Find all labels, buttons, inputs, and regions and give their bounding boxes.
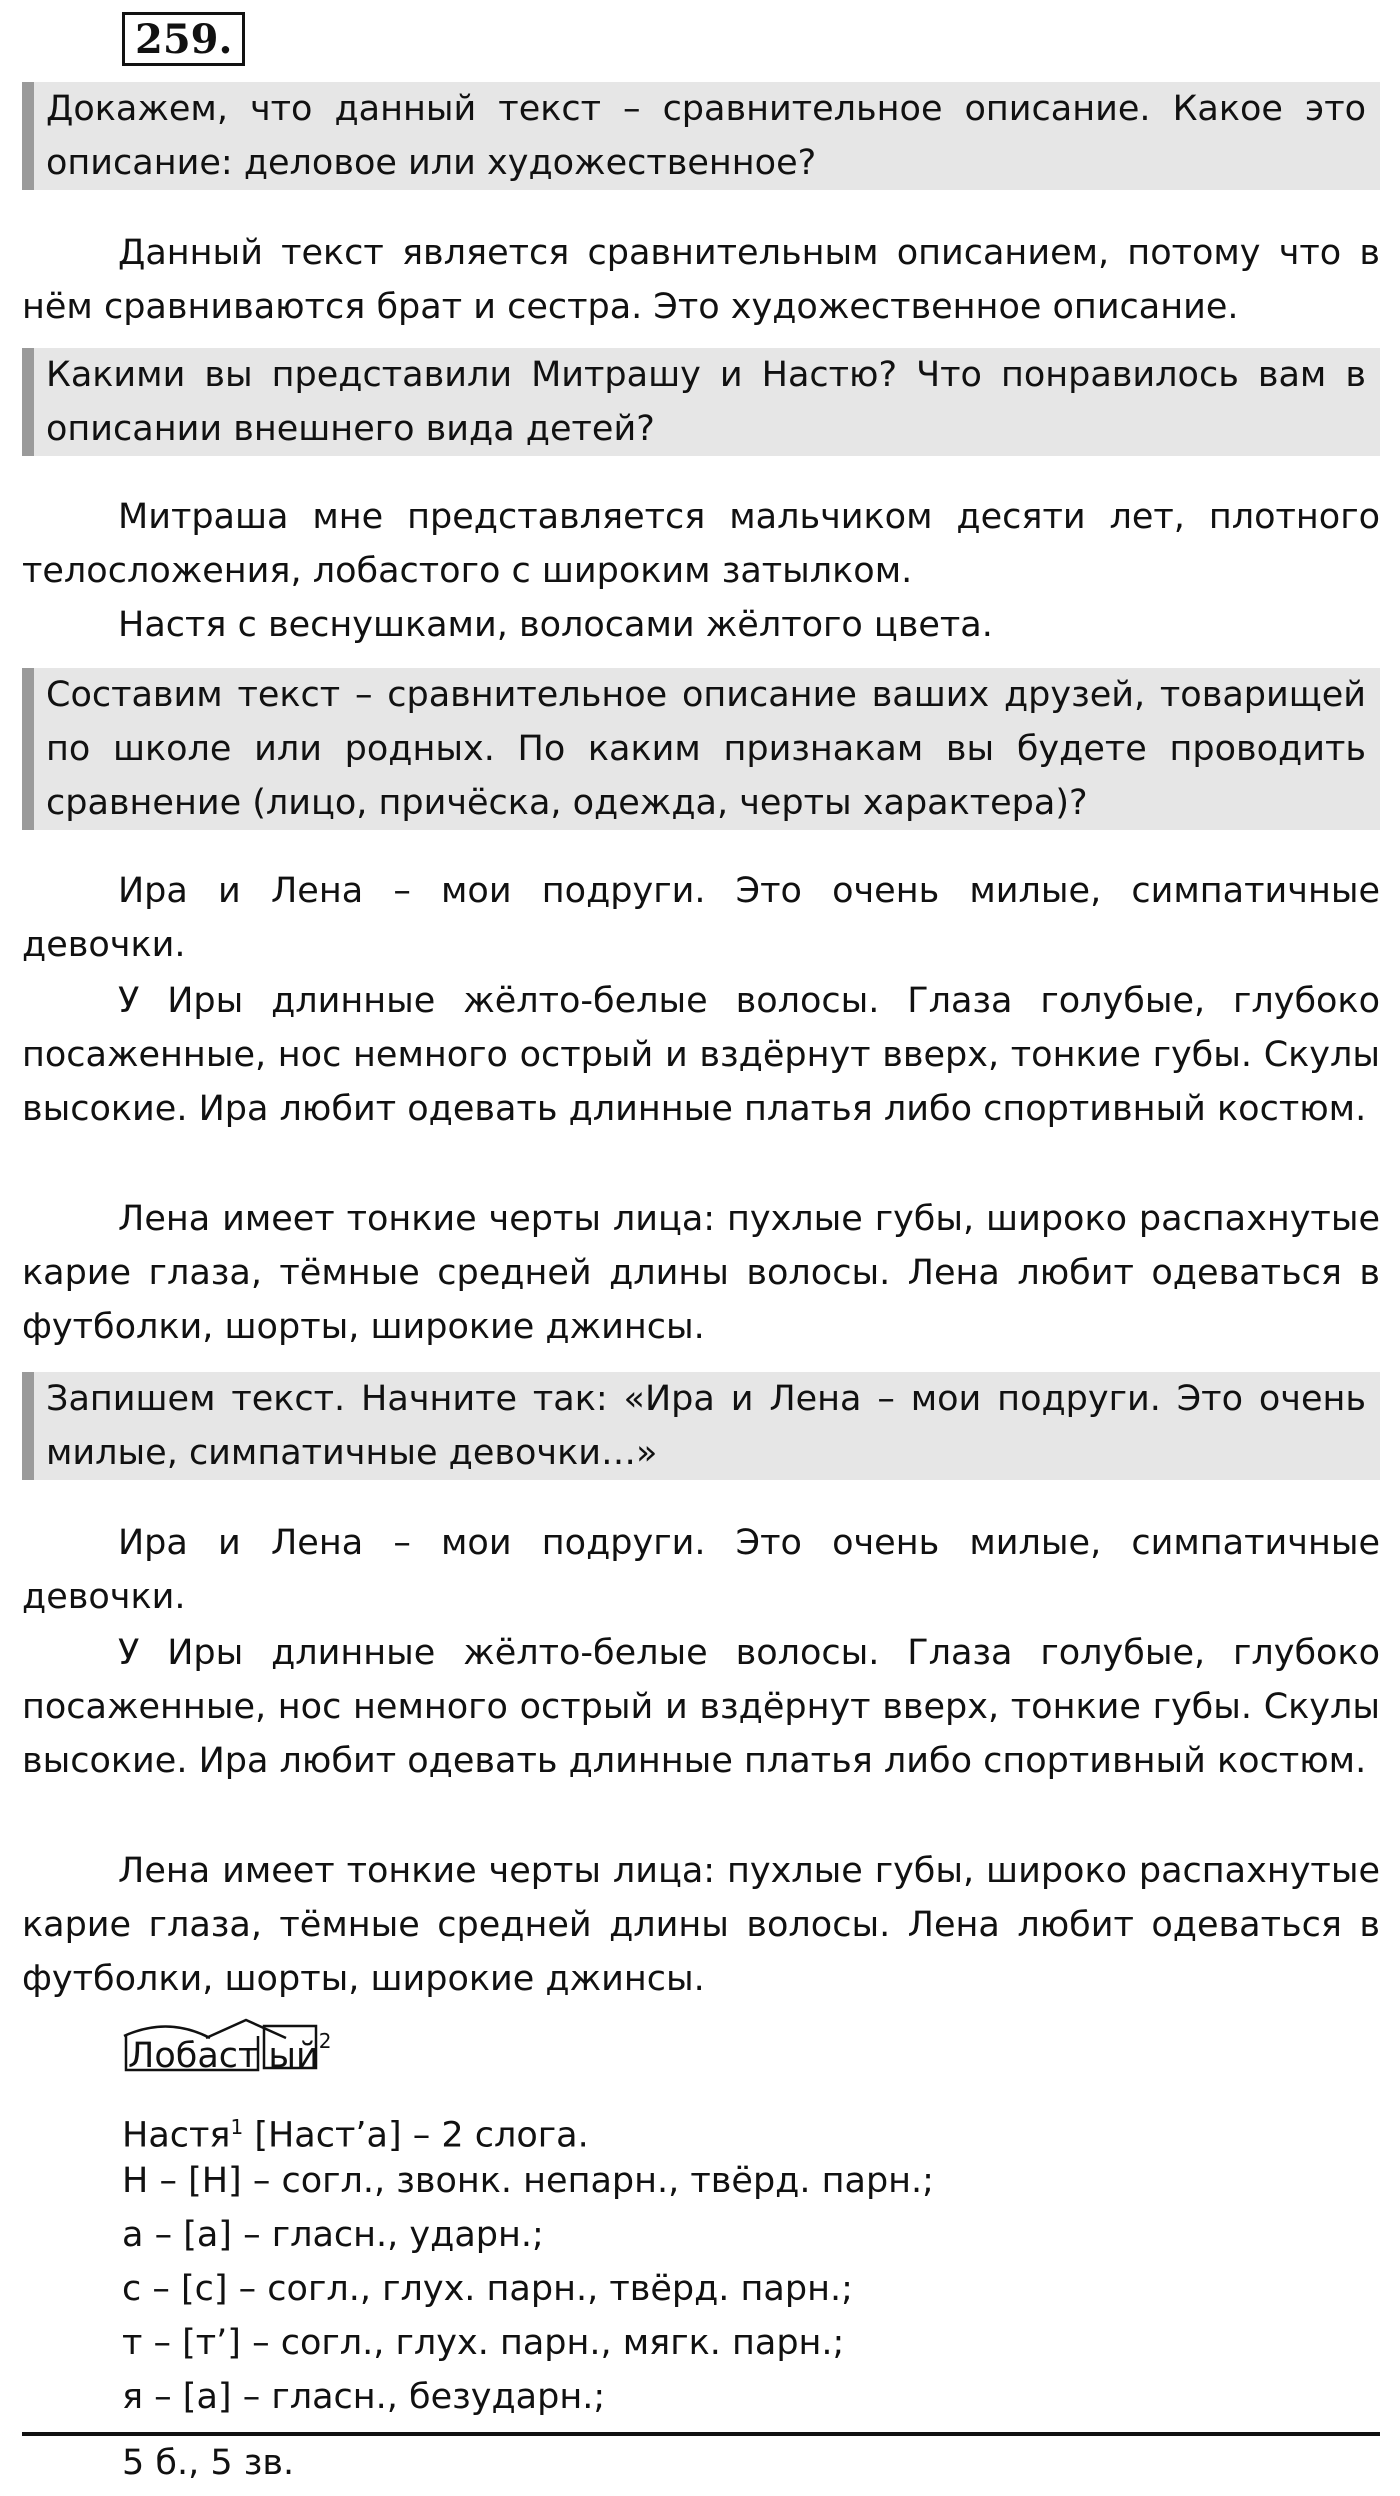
morphemic-root: Лобаст [128, 2035, 259, 2076]
phonetic-transcription: [Наст’а] – 2 слога. [243, 2115, 589, 2156]
answer-1: Данный текст является сравнительным описанием, потому что в нём сравниваются брат и сестра. Это художественное описание. [22, 233, 1380, 327]
task-question-3: Составим текст – сравнительное описание ваших друзей, товарищей по школе или родных. По каким признакам вы будете проводить сравнение (лицо, причёска, одежда, черты характера)? [22, 668, 1380, 830]
phonetic-summary: 5 б., 5 зв. [122, 2443, 295, 2483]
morphemic-ending: ый [268, 2035, 319, 2076]
task-question-1: Докажем, что данный текст – сравнительное описание. Какое это описание: деловое или художественное? [22, 82, 1380, 190]
answer-2-paragraph-2: Настя с веснушками, волосами жёлтого цвета. [118, 605, 993, 645]
morphemic-mark: 2 [318, 2029, 332, 2053]
phonetic-line-2: а – [а] – гласн., ударн.; [122, 2215, 544, 2255]
task-question-4: Запишем текст. Начните так: «Ира и Лена – мои подруги. Это очень милые, симпатичные девочки…» [22, 1372, 1380, 1480]
answer-3-paragraph-3: Лена имеет тонкие черты лица: пухлые губы, широко распахнутые карие глаза, тёмные средней длины волосы. Лена любит одеваться в футболки, шорты, широкие джинсы. [22, 1199, 1380, 1347]
answer-3-paragraph-1: Ира и Лена – мои подруги. Это очень милые, симпатичные девочки. [22, 871, 1380, 965]
phonetic-line-1: Н – [Н] – согл., звонк. непарн., твёрд. парн.; [122, 2161, 934, 2201]
morphemic-analysis [122, 2022, 332, 2074]
answer-2-paragraph-1: Митраша мне представляется мальчиком десяти лет, плотного телосложения, лобастого с широким затылком. [22, 497, 1380, 591]
phonetic-line-5: я – [а] – гласн., безударн.; [122, 2377, 606, 2417]
morphemic-word [122, 2022, 332, 2081]
answer-4-paragraph-2: У Иры длинные жёлто-белые волосы. Глаза голубые, глубоко посаженные, нос немного острый и вздёрнут вверх, тонкие губы. Скулы высокие. Ира любит одевать длинные платья либо спортивный костюм. [22, 1633, 1380, 1781]
phonetic-word: Настя [122, 2115, 231, 2156]
exercise-number: 259. [122, 12, 245, 66]
task-question-2: Какими вы представили Митрашу и Настю? Что понравилось вам в описании внешнего вида детей? [22, 348, 1380, 456]
answer-3-paragraph-2: У Иры длинные жёлто-белые волосы. Глаза голубые, глубоко посаженные, нос немного острый и вздёрнут вверх, тонкие губы. Скулы высокие. Ира любит одевать длинные платья либо спортивный костюм. [22, 981, 1380, 1129]
answer-4-paragraph-1: Ира и Лена – мои подруги. Это очень милые, симпатичные девочки. [22, 1523, 1380, 1617]
answer-4-paragraph-3: Лена имеет тонкие черты лица: пухлые губы, широко распахнутые карие глаза, тёмные средней длины волосы. Лена любит одеваться в футболки, шорты, широкие джинсы. [22, 1851, 1380, 1999]
phonetic-mark: 1 [230, 2115, 244, 2139]
phonetic-line-4: т – [т’] – согл., глух. парн., мягк. парн.; [122, 2323, 845, 2363]
phonetic-line-3: с – [с] – согл., глух. парн., твёрд. парн.; [122, 2269, 853, 2309]
